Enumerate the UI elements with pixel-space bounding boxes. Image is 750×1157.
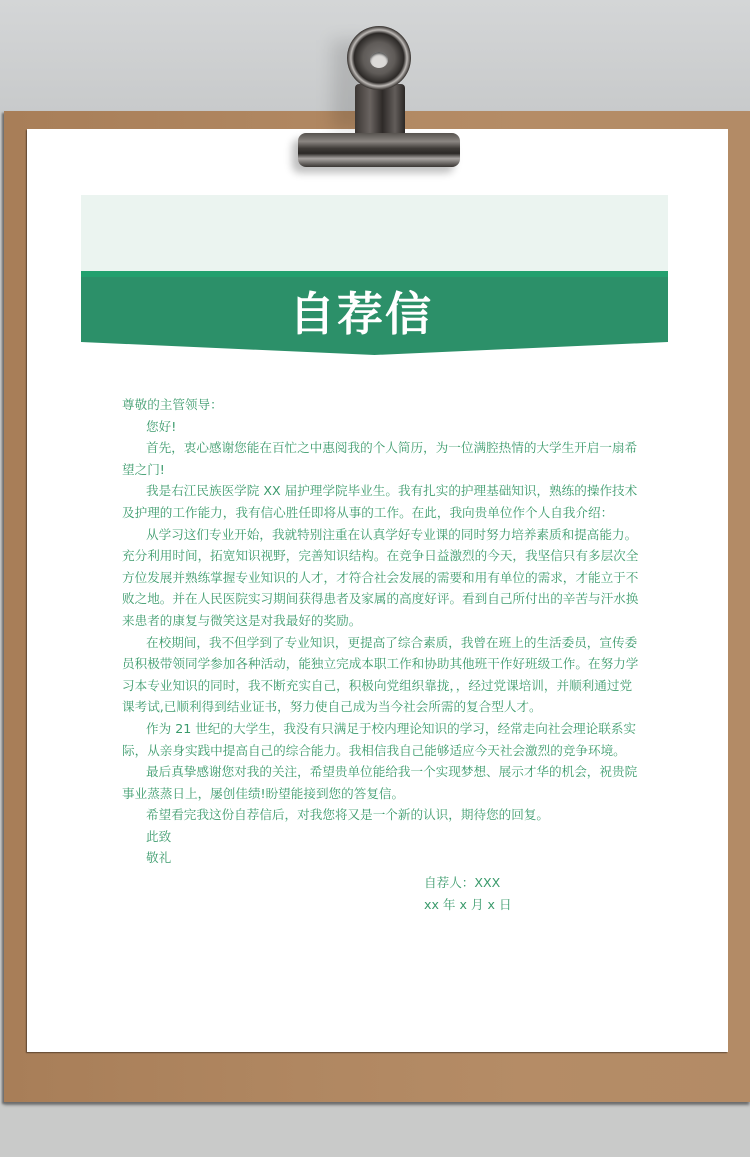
signature-block — [424, 872, 624, 915]
paragraph: 从学习这们专业开始，我就特别注重在认真学好专业课的同时努力培养素质和提高能力。充分利用时间，拓宽知识视野，完善知识结构。在竞争日益激烈的今天，我坚信只有多层次全方位发展并熟练掌握专业知识的人才，才符合社会发展的需要和用有单位的需求，才能立于不败之地。并在人民医院实习期间获得患者及家属的高度好评。看到自己所付出的辛苦与汗水换来患者的康复与微笑这是对我最好的奖励。 — [122, 526, 639, 628]
clip-hole — [370, 52, 388, 68]
closing-line: 敬礼 — [146, 850, 172, 866]
paragraph: 作为 21 世纪的大学生，我没有只满足于校内理论知识的学习，经常走向社会理论联系实际，从亲身实践中提高自己的综合能力。我相信我自己能够适应今天社会激烈的竞争环境。 — [122, 720, 637, 758]
paragraph: 希望看完我这份自荐信后，对我您将又是一个新的认识，期待您的回复。 — [146, 807, 549, 823]
paragraph: 我是右江民族医学院 XX 届护理学院毕业生。我有扎实的护理基础知识，熟练的操作技术及护理的工作能力，我有信心胜任即将从事的工作。在此，我向贵单位作个人自我介绍： — [122, 483, 638, 520]
date: xx 年 x 月 x 日 — [424, 896, 512, 912]
page-title: 自荐信 — [289, 287, 433, 341]
salutation: 尊敬的主管领导： — [122, 397, 223, 412]
clip-bar — [298, 133, 460, 167]
signature: 自荐人：XXX — [424, 875, 501, 890]
closing-line: 此致 — [146, 828, 172, 844]
greeting: 您好! — [146, 418, 177, 434]
paragraph: 在校期间，我不但学到了专业知识，更提高了综合素质，我曾在班上的生活委员，宣传委员积极带领同学参加各种活动，能独立完成本职工作和协助其他班干作好班级工作。在努力学习本专业知识的同时，我不断充实自己，积极向党组织靠拢，，经过党课培训，并顺利通过党课考试,已顺利得到结业证书，努力使自己成为当今社会所需的复合型人才。 — [122, 634, 639, 715]
header-light-panel — [81, 195, 668, 272]
paragraph: 首先，衷心感谢您能在百忙之中惠阅我的个人简历，为一位满腔热情的大学生开启一扇希望之门! — [122, 440, 638, 477]
header-stripe — [81, 271, 668, 277]
paragraph: 最后真挚感谢您对我的关注，希望贵单位能给我一个实现梦想、展示才华的机会，祝贵院事业蒸蒸日上，屡创佳绩!盼望能接到您的答复信。 — [122, 764, 638, 801]
letter-body — [122, 394, 642, 869]
